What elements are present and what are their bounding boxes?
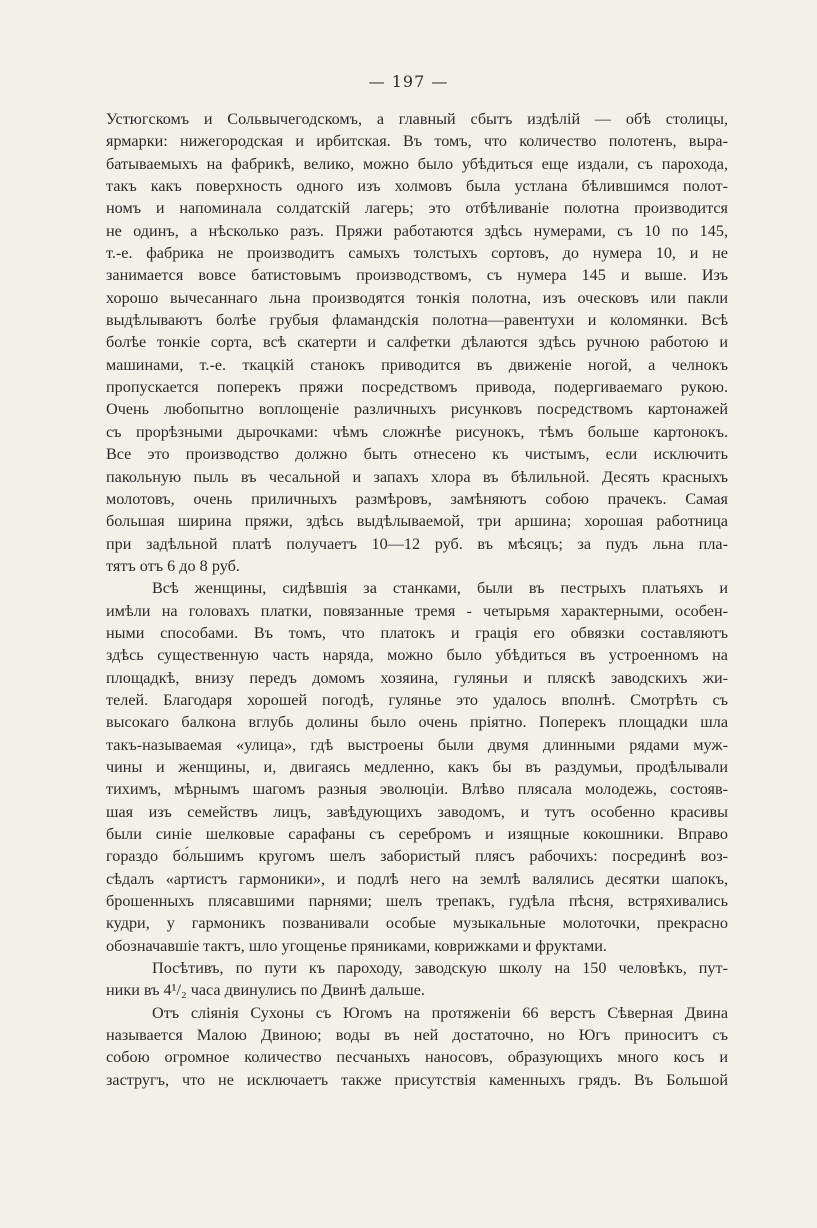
text-line: такъ какъ поверхность одного изъ холмовъ была устлана бѣлившимся полот- xyxy=(106,177,728,196)
text-line: называется Малою Двиною; воды въ ней достаточно, но Югъ приноситъ съ xyxy=(106,1026,728,1045)
text-line: ными способами. Въ томъ, что платокъ и грація его обвязки составляютъ xyxy=(106,623,728,642)
text-line: брошенныхъ плясавшими парнями; шелъ трепакъ, гудѣла пѣсня, встряхивались xyxy=(106,892,728,911)
paragraph-2 xyxy=(106,577,728,957)
text-line: обозначавшіе тактъ, шло угощенье пряниками, коврижками и фруктами. xyxy=(106,936,607,955)
text-line: тихимъ, мѣрнымъ шагомъ разныя эволюціи. Влѣво плясала молодежь, состояв- xyxy=(106,780,728,799)
text-line: болѣе тонкіе сорта, всѣ скатерти и салфетки дѣлаются здѣсь ручною работою и xyxy=(106,333,728,352)
text-line: Посѣтивъ, по пути къ пароходу, заводскую школу на 150 человѣкъ, пут- xyxy=(152,959,728,978)
text-line: выдѣлываютъ болѣе грубыя фламандскія полотна—равентухи и коломянки. Всѣ xyxy=(106,311,728,330)
text-line: не одинъ, а нѣсколько разъ. Пряжи работаются здѣсь нумерами, съ 10 по 145, xyxy=(106,221,728,240)
text-line: собою огромное количество песчаныхъ наносовъ, образующихъ много косъ и xyxy=(106,1048,728,1067)
text-line: молотовъ, очень приличныхъ размѣровъ, замѣняютъ собою прачекъ. Самая xyxy=(106,489,728,508)
paragraph-3 xyxy=(106,957,728,1002)
paragraph-1 xyxy=(106,108,728,577)
body-text xyxy=(106,108,728,1091)
text-line: съ прорѣзными дырочками: чѣмъ сложнѣе рисунокъ, тѣмъ больше картонокъ. xyxy=(106,422,728,441)
text-line: большая ширина пряжи, здѣсь выдѣлываемой, три аршина; хорошая работница xyxy=(106,512,728,531)
text-line: Все это производство должно быть отнесено къ чистымъ, если исключить xyxy=(106,445,728,464)
text-line: машинами, т.-е. ткацкій станокъ приводится въ движеніе ногой, а челнокъ xyxy=(106,355,728,374)
text-line: гораздо бо́льшимъ кругомъ шелъ забористый плясъ рабочихъ: посрединѣ воз- xyxy=(106,847,728,866)
text-line: тятъ отъ 6 до 8 руб. xyxy=(106,556,240,575)
text-line: здѣсь существенную часть наряда, можно было убѣдиться въ устроенномъ на xyxy=(106,646,728,665)
text-line: занимается вовсе батистовымъ производствомъ, съ нумера 145 и выше. Изъ xyxy=(106,266,728,285)
text-line: застругъ, что не исключаетъ также присутствія каменныхъ грядъ. Въ Большой xyxy=(106,1070,728,1089)
text-line: при задѣльной платѣ получаетъ 10—12 руб. въ мѣсяцъ; за пудъ льна пла- xyxy=(106,534,728,553)
text-line: сѣдалъ «артистъ гармоники», и подлѣ него на землѣ валялись десятки шапокъ, xyxy=(106,869,728,888)
text-line: ярмарки: нижегородская и ирбитская. Въ томъ, что количество полотенъ, выра- xyxy=(106,132,728,151)
text-line: кудри, у гармоникъ позванивали особые музыкальные молоточки, прекрасно xyxy=(106,914,728,933)
page-number: — 197 — xyxy=(368,72,449,91)
text-line: высокаго балкона вглубь долины было очень пріятно. Поперекъ площадки шла xyxy=(106,713,728,732)
text-line: т.-е. фабрика не производитъ самыхъ толстыхъ сортовъ, до нумера 10, и не xyxy=(106,244,728,263)
text-line: Устюгскомъ и Сольвычегодскомъ, а главный сбытъ издѣлій — обѣ столицы, xyxy=(106,110,728,128)
text-line: пропускается поперекъ пряжи посредствомъ привода, подергиваемаго рукою. xyxy=(106,378,728,397)
text-line: ники въ 4¹/₂ часа двинулись по Двинѣ дальше. xyxy=(106,981,425,1000)
text-line: пакольную пыль въ чесальной и запахъ хлора въ бѣлильной. Десять красныхъ xyxy=(106,467,728,486)
paragraph-4 xyxy=(106,1002,728,1091)
text-line: были синіе шелковые сарафаны съ серебромъ и изящные кокошники. Вправо xyxy=(106,825,728,843)
text-line: батываемыхъ на фабрикѣ, велико, можно было убѣдиться еще издали, съ парохода, xyxy=(106,154,728,173)
text-line: хорошо вычесаннаго льна производятся тонкія полотна, изъ оческовъ или пакли xyxy=(106,288,728,307)
text-line: телей. Благодаря хорошей погодѣ, гулянье это удалось вполнѣ. Смотрѣть съ xyxy=(106,690,728,709)
text-line: имѣли на головахъ платки, повязанные тремя - четырьмя характерными, особен- xyxy=(106,601,728,620)
text-line: номъ и напоминала солдатскій лагерь; это отбѣливаніе полотна производится xyxy=(106,199,728,218)
text-line: Всѣ женщины, сидѣвшія за станками, были въ пестрыхъ платьяхъ и xyxy=(152,579,728,598)
text-line: шая изъ семействъ лицъ, завѣдующихъ заводомъ, и тутъ особенно красивы xyxy=(106,802,728,821)
text-line: Отъ слiянія Сухоны съ Югомъ на протяженіи 66 верстъ Сѣверная Двина xyxy=(152,1003,728,1022)
text-line: такъ-называемая «улица», гдѣ выстроены были двумя длинными рядами муж- xyxy=(106,735,728,754)
text-line: площадкѣ, внизу передъ домомъ хозяина, гуляньи и пляскѣ заводскихъ жи- xyxy=(106,668,728,687)
text-line: Очень любопытно воплощеніе различныхъ рисунковъ посредствомъ картонажей xyxy=(106,400,728,419)
text-line: чины и женщины, и, двигаясь медленно, какъ бы въ раздумьи, продѣлывали xyxy=(106,757,728,776)
